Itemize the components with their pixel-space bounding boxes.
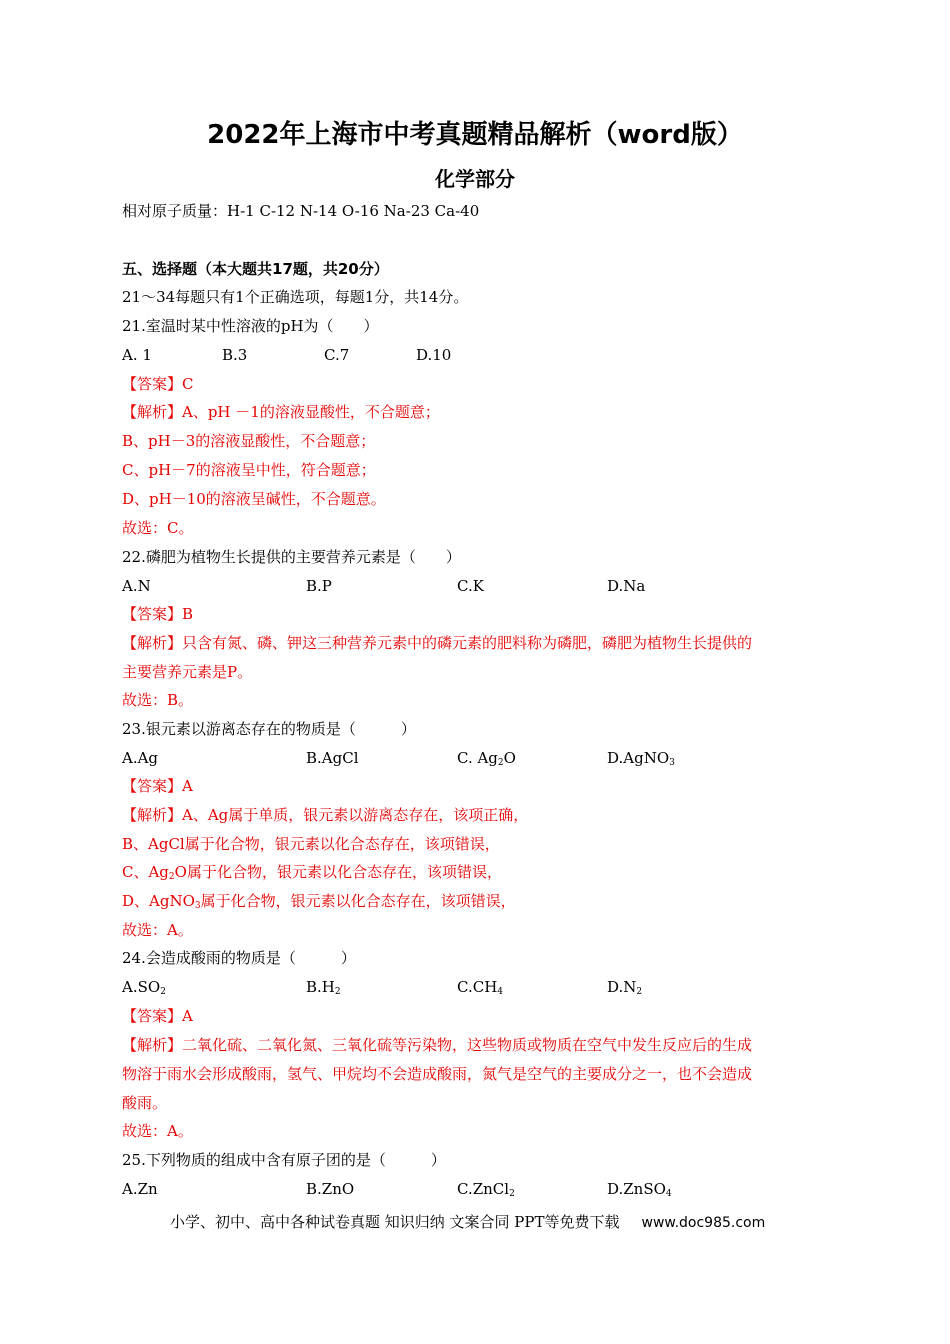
q24-option-d: $D.N_2$ bbox=[607, 978, 643, 997]
q24-analysis-line: 酸雨。 bbox=[122, 1094, 168, 1112]
q22-option-b: B.P bbox=[306, 577, 332, 595]
q22-option-c: C.K bbox=[457, 577, 484, 595]
q23-option-b: B.AgCl bbox=[306, 749, 359, 767]
q21-stem: 21.室温时某中性溶液的pH为（ ） bbox=[122, 317, 379, 335]
q23-option-d: D.AgNO$_3$ bbox=[607, 749, 675, 768]
q21-analysis-line: D、pH－10的溶液呈碱性，不合题意。 bbox=[122, 490, 386, 508]
q24-choose: 故选：A。 bbox=[122, 1122, 193, 1140]
q21-option-b: B.3 bbox=[222, 346, 248, 364]
q23-answer: 【答案】A bbox=[122, 777, 193, 795]
q23-analysis-line: B、AgCl属于化合物，银元素以化合态存在，该项错误， bbox=[122, 835, 500, 853]
q22-option-d: D.Na bbox=[607, 577, 646, 595]
q23-stem: 23.银元素以游离态存在的物质是（ ） bbox=[122, 720, 416, 738]
q22-option-a: A.N bbox=[122, 577, 151, 595]
q22-choose: 故选：B。 bbox=[122, 691, 194, 709]
q24-stem: 24.会造成酸雨的物质是（ ） bbox=[122, 949, 356, 967]
q23-option-a: A.Ag bbox=[122, 749, 159, 767]
section-heading: 五、选择题（本大题共17题，共20分） bbox=[122, 260, 389, 278]
q25-option-a: A.Zn bbox=[122, 1180, 158, 1198]
q24-analysis-line: 物溶于雨水会形成酸雨，氢气、甲烷均不会造成酸雨，氮气是空气的主要成分之一，也不会造成 bbox=[122, 1065, 753, 1083]
q23-analysis-line: C、$Ag_2O$属于化合物，银元素以化合态存在，该项错误， bbox=[122, 863, 502, 882]
q21-option-a: A. 1 bbox=[122, 346, 152, 364]
q22-analysis-line: 【解析】只含有氮、磷、钾这三种营养元素中的磷元素的肥料称为磷肥，磷肥为植物生长提供的 bbox=[122, 634, 753, 652]
q24-analysis-line: 【解析】二氧化硫、二氧化氮、三氧化硫等污染物，这些物质或物质在空气中发生反应后的生成 bbox=[122, 1036, 753, 1054]
q21-analysis-line: B、pH－3的溶液显酸性，不合题意； bbox=[122, 432, 376, 450]
q24-answer: 【答案】A bbox=[122, 1007, 193, 1025]
footer-text: 小学、初中、高中各种试卷真题 知识归纳 文案合同 PPT等免费下载 bbox=[170, 1213, 620, 1231]
q25-option-b: B.ZnO bbox=[306, 1180, 355, 1198]
page-footer bbox=[170, 1211, 765, 1232]
atomic-masses: 相对原子质量：H-1 C-12 N-14 O-16 Na-23 Ca-40 bbox=[122, 202, 480, 220]
q24-option-c: $C.CH_4$ bbox=[457, 978, 504, 997]
q22-stem: 22.磷肥为植物生长提供的主要营养元素是（ ） bbox=[122, 548, 461, 566]
q25-stem: 25.下列物质的组成中含有原子团的是（ ） bbox=[122, 1151, 446, 1169]
q23-choose: 故选：A。 bbox=[122, 921, 193, 939]
q25-option-d: D.ZnSO$_4$ bbox=[607, 1180, 672, 1199]
page-subtitle: 化学部分 bbox=[435, 167, 515, 191]
footer-site-link[interactable]: www.doc985.com bbox=[641, 1215, 766, 1231]
q21-choose: 故选：C。 bbox=[122, 519, 194, 537]
page-title: 2022年上海市中考真题精品解析（word版） bbox=[207, 120, 743, 150]
q21-option-d: D.10 bbox=[416, 346, 452, 364]
q22-answer: 【答案】B bbox=[122, 605, 194, 623]
q22-analysis-line: 主要营养元素是P。 bbox=[122, 663, 253, 681]
q23-analysis-line: D、AgNO$_3$属于化合物，银元素以化合态存在，该项错误， bbox=[122, 892, 516, 911]
q23-option-c: C. $Ag_2O$ bbox=[457, 749, 516, 768]
q21-analysis-line: C、pH－7的溶液呈中性，符合题意； bbox=[122, 461, 376, 479]
q21-option-c: C.7 bbox=[324, 346, 350, 364]
q23-analysis-line: 【解析】A、Ag属于单质，银元素以游离态存在，该项正确， bbox=[122, 806, 529, 824]
q25-option-c: C.ZnCl$_2$ bbox=[457, 1180, 515, 1199]
q24-option-b: $B.H_2$ bbox=[306, 978, 341, 997]
q21-answer: 【答案】C bbox=[122, 375, 194, 393]
section-instruction: 21～34每题只有1个正确选项，每题1分，共14分。 bbox=[122, 288, 469, 306]
q24-option-a: $A.SO_2$ bbox=[122, 978, 166, 997]
q21-analysis-line: 【解析】A、pH －1的溶液显酸性，不合题意； bbox=[122, 403, 440, 421]
